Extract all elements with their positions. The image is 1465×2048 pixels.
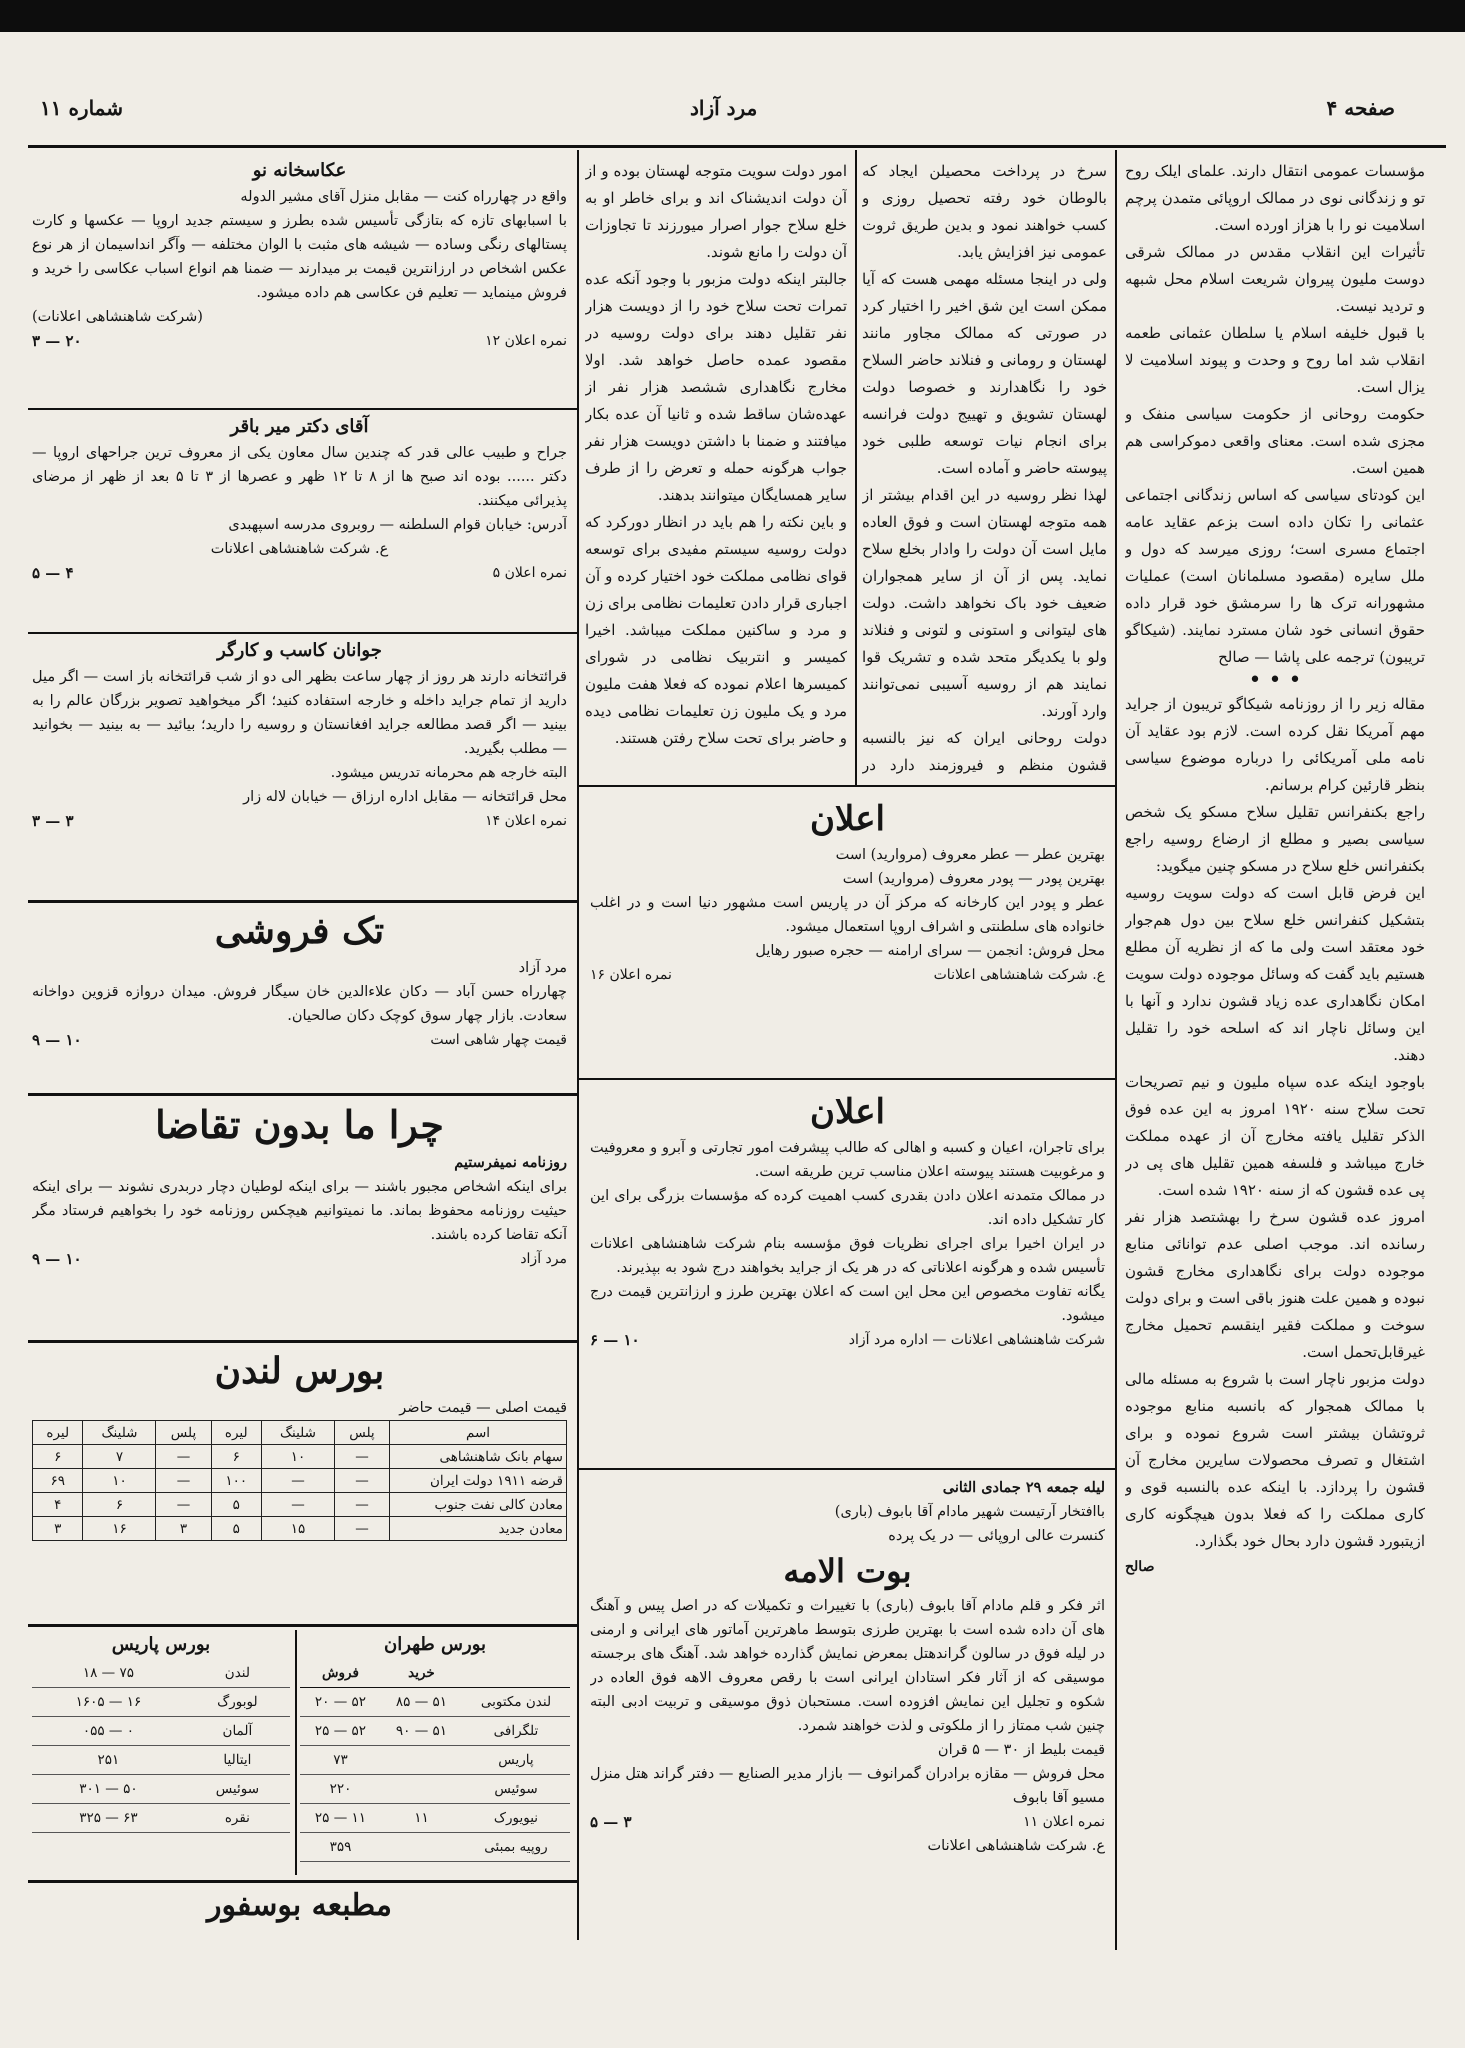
table-cell: ۲۵۱ bbox=[32, 1746, 185, 1775]
article-paragraph: این کودتای سیاسی که اساس زندگانی اجتماعی عثمانی را تکان داده است بزعم عقاید عامه اجتماع مسری است؛ روزی میرسد که دول و ملل سایره (مقصود مسلمانان است) عملیات مشهورانه ترک ها را سرمشق خود قرار داده حقوق انسانی خود شان مسترد نمایند. (شیکاگو تریبون) ترجمه علی پاشا — صالح bbox=[1125, 486, 1425, 666]
table-cell: — bbox=[334, 1445, 389, 1469]
table-row bbox=[32, 1659, 290, 1688]
table-cell: ۲۲۰ bbox=[300, 1775, 381, 1804]
borse-divider bbox=[295, 1630, 297, 1875]
table-cell: ۷۳ bbox=[300, 1746, 381, 1775]
article-mid-left-column bbox=[585, 158, 847, 778]
section-rule bbox=[28, 632, 578, 634]
table-cell: ۱۰ bbox=[83, 1469, 156, 1493]
table-cell: ۷ bbox=[83, 1445, 156, 1469]
table-cell: تلگرافی bbox=[462, 1717, 570, 1746]
concert-artist: باافتخار آرتیست شهیر مادام آقا بابوف (باری) bbox=[834, 1504, 1105, 1520]
ad-number: نمره اعلان ۱۶ bbox=[590, 967, 672, 983]
table-cell: معادن کالی نفت جنوب bbox=[390, 1493, 567, 1517]
concert-type: کنسرت عالی اروپائی — در یک پرده bbox=[888, 1528, 1105, 1544]
top-black-band bbox=[0, 0, 1465, 32]
borse-london-table bbox=[32, 1420, 567, 1541]
ad-sellers: محل فروش: انجمن — سرای ارامنه — حجره صبور رهایل bbox=[755, 943, 1105, 959]
table-header-cell: پلس bbox=[334, 1421, 389, 1445]
table-row bbox=[33, 1517, 567, 1541]
table-cell bbox=[381, 1746, 462, 1775]
ad-price: ۳ — ۲۰ bbox=[32, 332, 82, 350]
ad-price: ۳ — ۳ bbox=[32, 812, 74, 830]
borse-paris-title: بورس پاریس bbox=[111, 1634, 211, 1655]
ad-subtitle: مرد آزاد bbox=[518, 960, 567, 976]
ad-company: (شرکت شاهنشاهی اعلانات) bbox=[32, 309, 203, 325]
article-paragraph: جالبتر اینکه دولت مزبور با وجود آنکه عده تمرات تحت سلاح خود را از دویست هزار نفر تقلیل دهند برای دولت روسیه در مقصود عمده حاصل خواهد شد. اولا مخارج نگاهداری ششصد هزار نفر از عهده‌شان ساقط شده و ثانیا آن عده بکار میافتند و ضمنا با داشتن دویست هزار نفر جواب هرگونه حمله و تعرض را از طرف سایر همسایگان میتوانند بدهند. bbox=[585, 270, 847, 504]
ad-subtitle: واقع در چهارراه کنت — مقابل منزل آقای مشیر الدوله bbox=[240, 189, 567, 205]
section-rule bbox=[28, 1624, 578, 1627]
table-cell: — bbox=[334, 1469, 389, 1493]
table-cell: ایتالیا bbox=[185, 1746, 290, 1775]
ad-single-sale bbox=[32, 906, 567, 1089]
table-cell: ۵۱ — ۹۰ bbox=[381, 1717, 462, 1746]
table-cell: ۵۲ — ۲۰ bbox=[300, 1688, 381, 1717]
ad-paragraph: برای تاجران، اعیان و کسبه و اهالی که طالب پیشرفت امور تجارتی و آبرو و معروفیت و مرغوبیت هستند پیوسته اعلان مناسب ترین طریقه است. bbox=[590, 1140, 1105, 1180]
ad-title: اعلان bbox=[810, 799, 885, 839]
ad-title: آقای دکتر میر باقر bbox=[230, 416, 369, 437]
article-mid-right-column bbox=[862, 158, 1107, 778]
table-cell: نقره bbox=[185, 1804, 290, 1833]
ad-why-no-request bbox=[32, 1098, 567, 1336]
article-signature: صالح bbox=[1125, 1559, 1155, 1575]
article-paragraph: لهذا نظر روسیه در این اقدام بیشتر از همه متوجه لهستان است و فوق العاده مایل است آن دولت را وادار بخلع سلاح نماید. پس از آن از سایر همجواران ضعیف خود باک نخواهد داشت. دولت های لیتوانی و استونی و لتونی و فنلاند ولو با یکدیگر متحد شده و تشریک قوا نمایند هم از روسیه آسیبی نمی‌توانند وارد آورند. bbox=[862, 486, 1107, 720]
table-header-cell: شلینگ bbox=[261, 1421, 334, 1445]
table-cell: — bbox=[261, 1493, 334, 1517]
table-cell: — bbox=[334, 1517, 389, 1541]
concert-title: بوت الامه bbox=[783, 1552, 912, 1590]
article-paragraph: سرخ در پرداخت محصیلن ایجاد که بالوطان خود رفته تحصیل روزی و کسب خواهند نمود و بدین طریق ثروت عمومی نیز افزایش یابد. bbox=[862, 162, 1107, 261]
table-header-cell: پلس bbox=[156, 1421, 211, 1445]
table-cell: ۴ bbox=[33, 1493, 83, 1517]
ad-reading-room bbox=[32, 638, 567, 896]
table-cell: ۳ bbox=[156, 1517, 211, 1541]
concert-sale: محل فروش — مقازه برادران گمرانوف — بازار مدیر الصنایع — دفتر گراند هتل منزل مسیو آقا بابوف bbox=[590, 1766, 1105, 1806]
table-header-cell: فروش bbox=[300, 1659, 381, 1688]
table-header-cell: لیره bbox=[211, 1421, 261, 1445]
ad-body: قرائتخانه دارند هر روز از چهار ساعت بظهر الی دو از شب قرائتخانه باز است — اگر میل دارید از تمام جراید داخله و خارجه استفاده کنید؛ اگر میخواهید تصویر بزرگان عالم را به بینید — اگر قصد مطالعه جراید افغانستان و روسیه را دارید؛ بیائید — به بینید — بخوانید — مطلب بگیرید. bbox=[32, 669, 567, 757]
page-number: صفحه ۴ bbox=[1326, 96, 1395, 120]
table-row bbox=[32, 1746, 290, 1775]
ad-title: عکاسخانه نو bbox=[252, 160, 347, 181]
table-cell: ۵۰ — ۳۰۱ bbox=[32, 1775, 185, 1804]
table-cell: سوئیس bbox=[185, 1775, 290, 1804]
table-cell: سهام بانک شاهنشاهی bbox=[390, 1445, 567, 1469]
section-rule bbox=[28, 1340, 578, 1343]
header-rule bbox=[28, 145, 1446, 148]
table-cell: قرضه ۱۹۱۱ دولت ایران bbox=[390, 1469, 567, 1493]
section-rule bbox=[578, 1468, 1116, 1470]
article-paragraph: حکومت روحانی از حکومت سیاسی منفک و مجزی شده است. معنای واقعی دموکراسی هم همین است. bbox=[1125, 405, 1425, 477]
article-paragraph: مقاله زیر را از روزنامه شیکاگو تریبون از جراید مهم آمریکا نقل کرده است. لازم بود عقاید آن نامه ملی آمریکائی را درباره موضوع سیاسی بنظر قارئین کرام برسانم. bbox=[1125, 695, 1425, 794]
section-rule bbox=[28, 900, 578, 903]
section-rule bbox=[28, 1880, 578, 1883]
ad-company: ع. شرکت شاهنشاهی اعلانات bbox=[210, 541, 389, 557]
table-row bbox=[300, 1775, 570, 1804]
article-paragraph: راجع بکنفرانس تقلیل سلاح مسکو یک شخص سیاسی بصیر و مطلع از ارضاع روسیه راجع بکنفرانس خلع سلاح در مسکو چنین میگوید: bbox=[1125, 803, 1425, 875]
table-row bbox=[300, 1746, 570, 1775]
newspaper-title: مرد آزاد bbox=[690, 96, 758, 120]
table-cell: روپیه بمبئی bbox=[462, 1833, 570, 1862]
table-row bbox=[300, 1833, 570, 1862]
section-rule bbox=[578, 1078, 1116, 1080]
table-row bbox=[33, 1493, 567, 1517]
ad-title: جوانان کاسب و کارگر bbox=[217, 640, 382, 661]
column-divider-2 bbox=[855, 150, 857, 785]
table-cell: ۵ bbox=[211, 1493, 261, 1517]
borse-tehran bbox=[300, 1632, 570, 1872]
ad-body: برای اینکه اشخاص مجبور باشند — برای اینکه لوطیان دچار دربدری نشوند — برای اینکه حیثیت روزنامه محفوظ بماند. ما نمیتوانیم هیچکس روزنامه خود را بخواهیم فرستاد مگر آنکه تقاضا کرده باشند. bbox=[32, 1179, 567, 1243]
table-cell: ۳ bbox=[33, 1517, 83, 1541]
table-cell: لندن bbox=[185, 1659, 290, 1688]
table-cell: ۵ bbox=[211, 1517, 261, 1541]
article-paragraph: و باین نکته را هم باید در انظار دورکرد که دولت روسیه سیستم مفیدی برای توسعه قوای نظامی مملکت خود اختیار کرده و آن اجباری قرار دادن تعلیمات نظامی برای زن و مرد و ساکنین مملکت میباشد. اخیرا کمیسر و انتربیک نظامی در شورای کمیسرها اعلام نموده که فعلا هفت ملیون مرد و یک ملیون زن تعلیمات نظامی دیده و حاضر برای تحت سلاح رفتن هستند. bbox=[585, 513, 847, 747]
table-cell: سوئیس bbox=[462, 1775, 570, 1804]
section-dots: • • • bbox=[1248, 668, 1302, 693]
table-cell: — bbox=[156, 1469, 211, 1493]
column-divider-1 bbox=[1115, 150, 1117, 1950]
borse-tehran-title: بورس طهران bbox=[383, 1634, 486, 1655]
table-header-cell: شلینگ bbox=[83, 1421, 156, 1445]
ad-body: جراح و طبیب عالی قدر که چندین سال معاون یکی از معروف ترین جراحهای اروپا — دکتر ...... بوده اند صبح ها از ۸ تا ۱۲ ظهر و عصرها از ۳ تا ۵ بعد از ظهر از مرضای پذیرائی میکنند. bbox=[32, 445, 567, 509]
ad-photo-studio bbox=[32, 158, 567, 401]
ad-address: آدرس: خیابان قوام السلطنه — روبروی مدرسه اسپهبدی bbox=[228, 517, 567, 533]
table-cell: پاریس bbox=[462, 1746, 570, 1775]
table-cell: — bbox=[156, 1445, 211, 1469]
table-cell: ۶۹ bbox=[33, 1469, 83, 1493]
ad-price: ۵ — ۴ bbox=[32, 564, 74, 582]
table-cell: آلمان bbox=[185, 1717, 290, 1746]
issue-number: شماره ۱۱ bbox=[40, 96, 123, 120]
ad-number: نمره اعلان ۱۲ bbox=[485, 333, 567, 349]
table-cell: ۱۰ bbox=[261, 1445, 334, 1469]
table-cell bbox=[381, 1833, 462, 1862]
table-cell: — bbox=[334, 1493, 389, 1517]
table-cell bbox=[381, 1775, 462, 1804]
borse-london-title: بورس لندن bbox=[214, 1350, 385, 1392]
ad-line: بهترین عطر — عطر معروف (مروارید) است bbox=[835, 847, 1105, 863]
section-rule bbox=[578, 785, 1116, 787]
borse-tehran-table bbox=[300, 1659, 570, 1862]
table-cell: لندن مکتوبی bbox=[462, 1688, 570, 1717]
table-cell: ۱۶ bbox=[83, 1517, 156, 1541]
ad-number: نمره اعلان ۱۱ bbox=[1023, 1814, 1105, 1830]
table-cell: ۶ bbox=[83, 1493, 156, 1517]
ad-subtitle: روزنامه نمیفرستیم bbox=[454, 1154, 567, 1171]
ad-paragraph: در ممالک متمدنه اعلان دادن بقدری کسب اهمیت کرده که مؤسسات بزرگی برای این کار تشکیل داده اند. bbox=[590, 1188, 1105, 1228]
table-cell: ۵۲ — ۲۵ bbox=[300, 1717, 381, 1746]
ad-signature: مرد آزاد bbox=[520, 1251, 567, 1267]
table-header-row bbox=[33, 1421, 567, 1445]
ad-company: ع. شرکت شاهنشاهی اعلانات bbox=[933, 967, 1105, 983]
article-paragraph: با قبول خلیفه اسلام یا سلطان عثمانی طعمه انقلاب شد اما روح و وحدت و پیوند اسلامیت لا یزال است. bbox=[1125, 324, 1425, 396]
table-cell: ۱۱ bbox=[381, 1804, 462, 1833]
section-rule bbox=[28, 1093, 578, 1096]
table-cell: ۶ bbox=[33, 1445, 83, 1469]
table-header-cell bbox=[462, 1659, 570, 1688]
table-row bbox=[300, 1688, 570, 1717]
ad-paragraph: در ایران اخیرا برای اجرای نظریات فوق مؤسسه بنام شرکت شاهنشاهی اعلانات تأسیس شده و هرگونه اعلاناتی که در هر یک از جراید بخواهند درج شود به بپذیرند. bbox=[590, 1236, 1105, 1276]
borse-london bbox=[32, 1346, 567, 1618]
ad-ilan-company bbox=[590, 1088, 1105, 1468]
ad-concert bbox=[590, 1476, 1105, 1936]
ad-number: نمره اعلان ۵ bbox=[492, 565, 567, 581]
column-divider-3 bbox=[577, 150, 579, 1940]
table-header-cell: لیره bbox=[33, 1421, 83, 1445]
ad-title: تک فروشی bbox=[214, 910, 385, 952]
ad-title: اعلان bbox=[810, 1092, 885, 1132]
ad-line: عطر و پودر این کارخانه که مرکز آن در پاریس است مشهور دنیا است و در اغلب خانواده های سلطنتی و اشراف اروپا استعمال میشود. bbox=[590, 895, 1105, 935]
table-cell: ۳۵۹ bbox=[300, 1833, 381, 1862]
table-row bbox=[33, 1445, 567, 1469]
table-row bbox=[32, 1688, 290, 1717]
article-paragraph: مؤسسات عمومی انتقال دارند. علمای ایلک روح تو و زندگانی نوی در ممالک اروپائی متمدن پرچم اسلامیت نو را با هزاز اورده است. bbox=[1125, 162, 1425, 234]
ad-note: البته خارجه هم محرمانه تدریس میشود. bbox=[330, 765, 567, 781]
table-cell: ۱۱ — ۲۵ bbox=[300, 1804, 381, 1833]
ad-address: محل قرائتخانه — مقابل اداره ارزاق — خیابان لاله زار bbox=[243, 789, 567, 805]
table-cell: ۱۶ — ۱۶۰۵ bbox=[32, 1688, 185, 1717]
article-paragraph: دولت مزبور ناچار است با شروع به مسئله مالی با ممالک همجوار که بانسبه منابع موجوده ثروتشان بیشتر است شروع نموده و برای اشتغال و تصرف محصولات سایرین مخارج آن قشون را پردازد. با اینکه عده بالنسبه قوی و کاری مملکت را که فعلا بدون هیچگونه کاری ازیتبورد قشون دارد بحال خود بگذارد. bbox=[1125, 1370, 1425, 1550]
borse-london-subtitle: قیمت اصلی — قیمت حاضر bbox=[399, 1400, 567, 1416]
ad-ilan-perfume bbox=[590, 795, 1105, 1073]
ad-company: ع. شرکت شاهنشاهی اعلانات bbox=[927, 1838, 1105, 1854]
ad-title: چرا ما بدون تقاضا bbox=[155, 1102, 444, 1147]
table-row bbox=[32, 1775, 290, 1804]
ad-price: ۹ — ۱۰ bbox=[32, 1250, 82, 1268]
ad-price: ۹ — ۱۰ bbox=[32, 1031, 82, 1049]
concert-body: اثر فکر و قلم مادام آقا بابوف (باری) با تغییرات و تکمیلات که در اصل پیس و آهنگ های آن داده شده است با بهترین طرزی بتوسط ماهرترین آماتور های ایرانی و ارمنی در لیله فوق در سالون گراندهتل بمعرض نمایش گذارده خواهد شد. آهنگ های برجسته موسیقی که از آثار فکر استادان ایرانی است با رقص معروف الاهه فوق العاده در شکوه و تجلیل این نمایش افزوده است. مستحبان ذوق موسیقی و تربیت ادبی البته چنین شب ممتاز را از ملکوتی و لذت خواهند شمرد. bbox=[590, 1598, 1105, 1734]
article-paragraph: امور دولت سویت متوجه لهستان بوده و از آن دولت اندیشناک اند و برای خاطر او به خلع سلاح جوار اصرار میورزند تا تجاوزات آن دولت را مانع شوند. bbox=[585, 162, 847, 261]
table-header-cell: خرید bbox=[381, 1659, 462, 1688]
borse-paris-table bbox=[32, 1659, 290, 1833]
ad-number: نمره اعلان ۱۴ bbox=[485, 813, 567, 829]
borse-paris bbox=[32, 1632, 290, 1872]
ad-paragraph: یگانه تفاوت مخصوص این محل این است که اعلان بهترین طرز و ارزانترین قیمت درج میشود. bbox=[590, 1284, 1105, 1324]
table-cell: ۶۳ — ۳۲۵ bbox=[32, 1804, 185, 1833]
ad-body: چهارراه حسن آباد — دکان علاءالدین خان سیگار فروش. میدان دروازه قزوین دواخانه سعادت. بازار چهار سوق کوچک دکان صالحیان. bbox=[32, 984, 567, 1024]
ad-price-note: قیمت چهار شاهی است bbox=[430, 1032, 567, 1048]
article-paragraph: باوجود اینکه عده سپاه ملیون و نیم تصریحات تحت سلاح سنه ۱۹۲۰ امروز به این عده فوق الذکر تقلیل یافته مخارج آن از عهده مملکت خارج میباشد و فلسفه همین تقلیل های پی در پی عده قشون که از سنه ۱۹۲۰ شده است. bbox=[1125, 1073, 1425, 1199]
table-row bbox=[32, 1804, 290, 1833]
table-cell: — bbox=[261, 1469, 334, 1493]
article-paragraph: این فرض قابل است که دولت سویت روسیه بتشکیل کنفرانس خلع سلاح بین دول هم‌جوار خود معتقد است ولی ما که از نظریه آن مطلع هستیم باید گفت که وسائل موجوده دولت سویت امکان نگاهداری عده زیاد قشون ندارد و آنها با این وسائل ناچار اند که اسلحه خود را تقلیل دهند. bbox=[1125, 884, 1425, 1064]
printer-name: مطبعه بوسفور bbox=[207, 1888, 392, 1923]
table-cell: ۶ bbox=[211, 1445, 261, 1469]
ad-line: بهترین پودر — پودر معروف (مروارید) است bbox=[842, 871, 1105, 887]
concert-price: قیمت بلیط از ۳۰ — ۵ قران bbox=[937, 1742, 1105, 1758]
table-cell: ۰ — ۰۵۵ bbox=[32, 1717, 185, 1746]
article-paragraph: تأثیرات این انقلاب مقدس در ممالک شرقی دوست ملیون پیروان شریعت اسلام محل شبهه و تردید نیست. bbox=[1125, 243, 1425, 315]
table-row bbox=[300, 1804, 570, 1833]
ad-doctor bbox=[32, 414, 567, 626]
table-header-cell: اسم bbox=[390, 1421, 567, 1445]
ad-price: ۵ — ۳ bbox=[590, 1813, 632, 1831]
table-cell: ۱۵ bbox=[261, 1517, 334, 1541]
table-cell: معادن جدید bbox=[390, 1517, 567, 1541]
table-cell: نیویورک bbox=[462, 1804, 570, 1833]
table-cell: ۷۵ — ۱۸ bbox=[32, 1659, 185, 1688]
concert-date: لیله جمعه ۲۹ جمادی الثانی bbox=[942, 1479, 1105, 1496]
section-rule bbox=[28, 408, 578, 410]
table-cell: — bbox=[156, 1493, 211, 1517]
table-cell: ۱۰۰ bbox=[211, 1469, 261, 1493]
ad-body: با اسبابهای تازه که بتازگی تأسیس شده بطرز و سیستم جدید اروپا — عکسها و کارت پستالهای رنگی وساده — شیشه های مثبت با الوان مختلفه — وآگر انداسیمان از هر نوع عکس اشخاص در ارزانترین قیمت بر میدارند — ضمنا هم انواع اسباب عکاسی را خرید و فروش مینماید — تعلیم فن عکاسی هم داده میشود. bbox=[32, 213, 567, 301]
table-row bbox=[32, 1717, 290, 1746]
table-row bbox=[300, 1717, 570, 1746]
article-right-column bbox=[1125, 158, 1425, 1948]
table-row bbox=[33, 1469, 567, 1493]
ad-company: شرکت شاهنشاهی اعلانات — اداره مرد آزاد bbox=[848, 1332, 1105, 1348]
article-paragraph: دولت روحانی ایران که نیز بالنسبه قشون منظم و فیروزمند دارد در bbox=[862, 729, 1107, 774]
article-paragraph: ولی در اینجا مسئله مهمی هست که آیا ممکن است این شق اخیر را اختیار کرد در صورتی که ممالک مجاور مانند لهستان و رومانی و فنلاند حاضر السلاح خود را نگاهدارند و خصوصا دولت لهستان تشویق و تهییج دولت فرانسه برای انجام نیات توسعه طلبی خود پیوسته حاضر و آماده است. bbox=[862, 270, 1107, 477]
table-header-row bbox=[300, 1659, 570, 1688]
table-cell: لوبورگ bbox=[185, 1688, 290, 1717]
table-cell: ۵۱ — ۸۵ bbox=[381, 1688, 462, 1717]
printer-footer bbox=[32, 1888, 567, 1948]
article-paragraph: امروز عده قشون سرخ را بهشتصد هزار نفر رسانده اند. موجب اصلی عدم توانائی منابع موجوده دولت برای نگاهداری مخارج قشون نبوده و همین علت هنوز باقی است و برای دولت سوخت و مملکت فقیر اینقسم تحمیل مخارج غیرقابل‌تحمل است. bbox=[1125, 1208, 1425, 1361]
ad-price: ۶ — ۱۰ bbox=[590, 1331, 640, 1349]
